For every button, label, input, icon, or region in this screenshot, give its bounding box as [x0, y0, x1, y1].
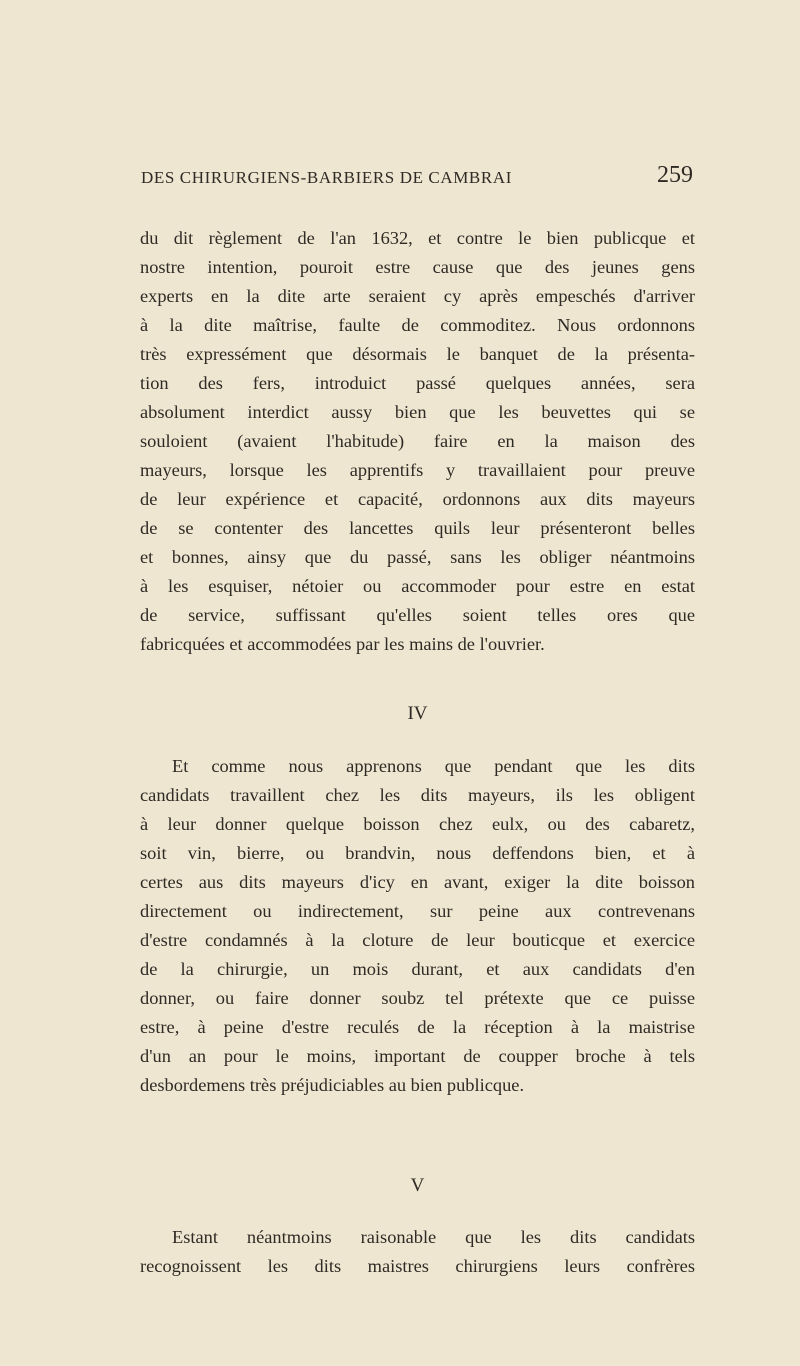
text-line: mayeurs, lorsque les apprentifs y travaillaient pour preuve	[140, 460, 695, 480]
text-line: d'un an pour le moins, important de coupper broche à tels	[140, 1046, 695, 1066]
text-line: de se contenter des lancettes quils leur présenteront belles	[140, 518, 695, 538]
text-line: d'estre condamnés à la cloture de leur bouticque et exercice	[140, 930, 695, 950]
text-line: Estant néantmoins raisonable que les dits candidats	[172, 1227, 695, 1247]
text-line: à les esquiser, nétoier ou accommoder pour estre en estat	[140, 576, 695, 596]
text-line: candidats travaillent chez les dits mayeurs, ils les obligent	[140, 785, 695, 805]
paragraph-continued	[140, 224, 695, 659]
section-heading-iv: IV	[407, 703, 428, 724]
text-line: absolument interdict aussy bien que les beuvettes qui se	[140, 402, 695, 422]
text-line: recognoissent les dits maistres chirurgiens leurs confrères	[140, 1256, 695, 1276]
text-line: desbordemens très préjudiciables au bien publicque.	[140, 1075, 525, 1095]
text-line: directement ou indirectement, sur peine aux contrevenans	[140, 901, 695, 921]
text-line: tion des fers, introduict passé quelques années, sera	[140, 373, 695, 393]
text-line: souloient (avaient l'habitude) faire en la maison des	[140, 431, 695, 451]
text-line: donner, ou faire donner soubz tel prétexte que ce puisse	[140, 988, 695, 1008]
text-line: experts en la dite arte seraient cy après empeschés d'arriver	[140, 286, 695, 306]
text-line: du dit règlement de l'an 1632, et contre le bien publicque et	[140, 228, 695, 248]
section-heading-v: V	[410, 1175, 425, 1196]
section-v-paragraph	[140, 1223, 695, 1281]
text-line: de leur expérience et capacité, ordonnons aux dits mayeurs	[140, 489, 695, 509]
text-line: fabricquées et accommodées par les mains de l'ouvrier.	[140, 634, 545, 654]
text-line: à la dite maîtrise, faulte de commoditez. Nous ordonnons	[140, 315, 695, 335]
running-head	[141, 162, 693, 192]
page-number: 259	[657, 162, 693, 188]
running-title: DES CHIRURGIENS-BARBIERS DE CAMBRAI	[141, 168, 512, 187]
text-line: et bonnes, ainsy que du passé, sans les obliger néantmoins	[140, 547, 695, 567]
text-line: de la chirurgie, un mois durant, et aux candidats d'en	[140, 959, 695, 979]
text-line: à leur donner quelque boisson chez eulx, ou des cabaretz,	[140, 814, 695, 834]
section-iv-paragraph	[140, 752, 695, 1100]
text-line: Et comme nous apprenons que pendant que les dits	[172, 756, 695, 776]
text-line: nostre intention, pouroit estre cause que des jeunes gens	[140, 257, 695, 277]
text-line: très expressément que désormais le banquet de la présenta-	[140, 344, 695, 364]
text-line: certes aus dits mayeurs d'icy en avant, exiger la dite boisson	[140, 872, 695, 892]
text-line: soit vin, bierre, ou brandvin, nous deffendons bien, et à	[140, 843, 695, 863]
text-line: estre, à peine d'estre reculés de la réception à la maistrise	[140, 1017, 695, 1037]
text-line: de service, suffissant qu'elles soient telles ores que	[140, 605, 695, 625]
